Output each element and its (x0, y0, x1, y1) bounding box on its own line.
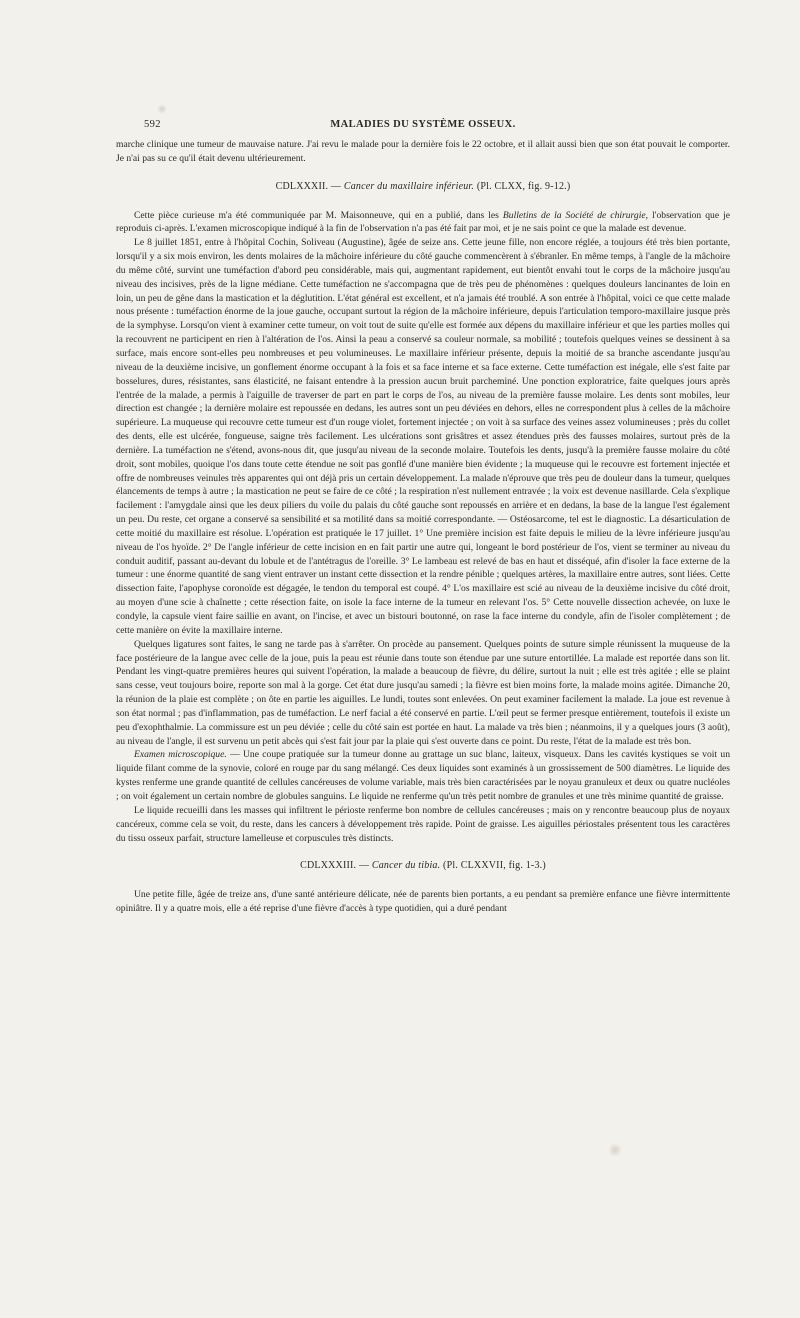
paragraph (116, 748, 730, 803)
case-heading (116, 859, 730, 873)
text-block (116, 116, 730, 916)
case-title: Cancer du tibia. (371, 860, 441, 872)
paper-spot (157, 104, 167, 114)
paragraph (116, 209, 730, 237)
case-title: Cancer du maxillaire inférieur. (343, 180, 475, 192)
paragraph: Le liquide recueilli dans les masses qui infiltrent le périoste renferme bon nombre de cellules cancéreuses ; mais on y rencontre beaucoup plus de noyaux cancéreux, comme cela se voit, du reste, dans les cancers à développement très rapide. Point de graisse. Les aiguilles périostales présentent tous les caractères du tissu osseux parfait, structure lamelleuse et corpuscules très distincts. (116, 804, 730, 844)
text-span: Cette pièce curieuse m'a été communiquée par M. Maisonneuve, qui en a publié, dans les (134, 209, 499, 221)
plate-reference: (Pl. CLXXVII, fig. 1-3.) (443, 860, 546, 872)
paragraph: Quelques ligatures sont faites, le sang ne tarde pas à s'arrêter. On procède au pansement. Quelques points de suture simple réunissent la muqueuse de la face postérieure de la langue avec celle de la joue, puis la peau est réunie dans toute son étendue par une suture entortillée. La malade est reportée dans son lit. Pendant les vingt-quatre premières heures qui suivent l'opération, la malade a beaucoup de fièvre, du délire, surtout la nuit ; elle est très agitée ; elle se plaint sans cesse, veut toujours boire, reporte son mal à la gorge. Cet état dure jusqu'au samedi ; la fièvre est bien moins forte, la malade moins agitée. Dimanche 20, la réunion de la plaie est complète ; on ôte en partie les aiguilles. Le lundi, toutes sont enlevées. On peut examiner facilement la malade. La joue est revenue à son état normal ; pas d'inflammation, pas de tuméfaction. Le nerf facial a été conservé en partie. L'œil peut se fermer presque entièrement, toutefois il existe un peu d'exophthalmie. La commissure est un peu déviée ; celle du côté sain est portée en haut. La malade va très bien ; néanmoins, il y a quelques jours (3 août), au niveau de l'angle, il est survenu un petit abcès qui s'est fait jour par la plaie qui s'est ouverte dans ce point. Du reste, l'état de la malade est très bon. (116, 638, 730, 747)
running-title: MALADIES DU SYSTÈME OSSEUX. (330, 119, 516, 130)
section-label: Examen microscopique. (134, 749, 227, 761)
case-number: CDLXXXII. — (275, 180, 342, 192)
journal-title: Bulletins de la Société de chirurgie, (502, 209, 649, 221)
running-head (116, 116, 730, 136)
paragraph: Le 8 juillet 1851, entre à l'hôpital Cochin, Soliveau (Augustine), âgée de seize ans. Cette jeune fille, non encore réglée, a toujours été très bien portante, lorsqu'il y a six mois environ, les dents molaires de la mâchoire inférieure du côté gauche commencèrent à s'ébranler. En même temps, à l'angle de la mâchoire du même côté, survint une tuméfaction d'abord peu considérable, mais qui, augmentant rapidement, eut bientôt envahi tout le corps de la mâchoire jusqu'au niveau des incisives, près de la ligne médiane. Cette tuméfaction ne s'accompagna que de très peu de phénomènes : quelques douleurs lancinantes de loin en loin, un peu de gêne dans la mastication et la déglutition. L'état général est excellent, et n'a jamais été troublé. A son entrée à l'hôpital, voici ce que cette malade nous présente : tuméfaction énorme de la joue gauche, occupant surtout la région de la mâchoire inférieure, depuis l'articulation temporo-maxillaire jusque près de la symphyse. Lorsqu'on vient à examiner cette tumeur, on voit tout de suite qu'elle est formée aux dépens du maxillaire inférieur et que les parties molles qui la recouvrent ne participent en rien à l'altération de l'os. Ainsi la peau a conservé sa couleur normale, sa mobilité ; toutefois quelques veines se dessinent à sa surface, mais encore sont-elles peu nombreuses et peu volumineuses. Le maxillaire inférieur présente, depuis la moitié de sa branche ascendante jusqu'au niveau de la deuxième incisive, un gonflement énorme occupant à la fois et sa face interne et sa face externe. Cette tuméfaction est inégale, elle s'est faite par bosselures, dures, résistantes, sans élasticité, ne faisant entendre à la pression aucun bruit parcheminé. Une ponction exploratrice, faite quelques jours après l'entrée de la malade, a permis à l'aiguille de traverser de part en part le corps de l'os, au niveau de la première fausse molaire. Les dents sont mobiles, leur direction est changée ; la dernière molaire est repoussée en dedans, les autres sont un peu déviées en dehors, elles ne correspondent plus à celles de la mâchoire supérieure. La muqueuse qui recouvre cette tumeur est d'un rouge violet, fortement injectée ; on voit à sa surface des veines assez volumineuses ; près du collet des dents, elle est ulcérée, fongueuse, saigne très facilement. Les ulcérations sont grisâtres et assez étendues près des fausses molaires, surtout près de la dernière. La tuméfaction ne s'étend, avons-nous dit, que jusqu'au niveau de la seconde molaire. Toutefois les dents, jusqu'à la première fausse molaire du côté droit, sont mobiles, quoique l'os dans toute cette étendue ne soit pas gonflé d'une manière bien évidente ; la muqueuse qui le recouvre est fortement injectée et offre de nombreuses veinules très apparentes qui ont déjà pris un certain développement. La malade n'éprouve que très peu de douleur dans la tumeur, quelques élancements de temps à autre ; la mastication ne peut se faire de ce côté ; la respiration n'est nullement entravée ; la voix est devenue nasillarde. Cela s'explique facilement : l'amygdale ainsi que les deux piliers du voile du palais du côté gauche sont repoussés en arrière et en dedans, la base de la langue l'est également un peu. Du reste, cet organe a conservé sa sensibilité et sa motilité dans sa moitié correspondante. — Ostéosarcome, tel est le diagnostic. La désarticulation de cette moitié du maxillaire est résolue. L'opération est pratiquée le 17 juillet. 1° Une première incision est faite depuis le milieu de la lèvre inférieure jusqu'au niveau de l'os hyoïde. 2° De l'angle inférieur de cette incision en en fait partir une autre qui, longeant le bord postérieur de l'os, vient se terminer au niveau du conduit auditif, passant au-devant du lobule et de l'antétragus de l'oreille. 3° Le lambeau est relevé de bas en haut et disséqué, afin d'isoler la face externe de la tumeur : une énorme quantité de sang vient entraver un instant cette dissection et la rendre pénible ; quelques artères, la maxillaire entre autres, sont liées. Cette dissection faite, l'apophyse coronoïde est dégagée, le tendon du temporal est coupé. 4° L'os maxillaire est scié au niveau de la deuxième incisive du côté droit, au moyen d'une scie à chaînette ; cette résection faite, on isole la face interne de la tumeur en relevant l'os. 5° Cette nouvelle dissection achevée, on luxe le condyle, la capsule vient faire saillie en avant, on l'incise, et avec un bistouri boutonné, on rase la face interne du condyle, afin de l'isoler complètement ; de cette manière on évite la maxillaire interne. (116, 237, 730, 636)
paragraph: Une petite fille, âgée de treize ans, d'une santé antérieure délicate, née de parents bien portants, a eu pendant sa première enfance une fièvre intermittente opiniâtre. Il y a quatre mois, elle a été reprise d'une fièvre d'accès à type quotidien, qui a duré pendant (116, 889, 730, 915)
case-number: CDLXXXIII. — (300, 860, 370, 872)
page-number: 592 (144, 119, 161, 130)
text-span: — Une coupe pratiquée sur la tumeur donne au grattage un suc blanc, laiteux, visqueux. Dans les cavités kystiques se voit un liquide filant comme de la synovie, coloré en rouge par du sang mélangé. Ces deux liquides sont examinés à un grossissement de 500 diamètres. Le liquide des kystes renferme une grande quantité de cellules cancéreuses de volume variable, mais très bien caractérisées par le noyau granuleux et deux ou quatre nucléoles ; on voit également un certain nombre de globules sanguins. Le liquide ne renferme qu'un très petit nombre de granules et une très minime quantité de graisse. (116, 749, 731, 802)
plate-reference: (Pl. CLXX, fig. 9-12.) (476, 180, 571, 192)
paper-spot (608, 1143, 622, 1157)
case-heading (116, 180, 730, 194)
intro-paragraph: marche clinique une tumeur de mauvaise nature. J'ai revu le malade pour la dernière fois le 22 octobre, et il allait aussi bien que son état pouvait le comporter. Je n'ai pas su ce qu'il était devenu ultérieurement. (116, 139, 730, 164)
text-span: l'observation que je reproduis ci-après. L'examen microscopique indiqué à la fin de l'observation n'a pas été fait par moi, et je ne sais point ce que la malade est devenue. (116, 209, 731, 235)
